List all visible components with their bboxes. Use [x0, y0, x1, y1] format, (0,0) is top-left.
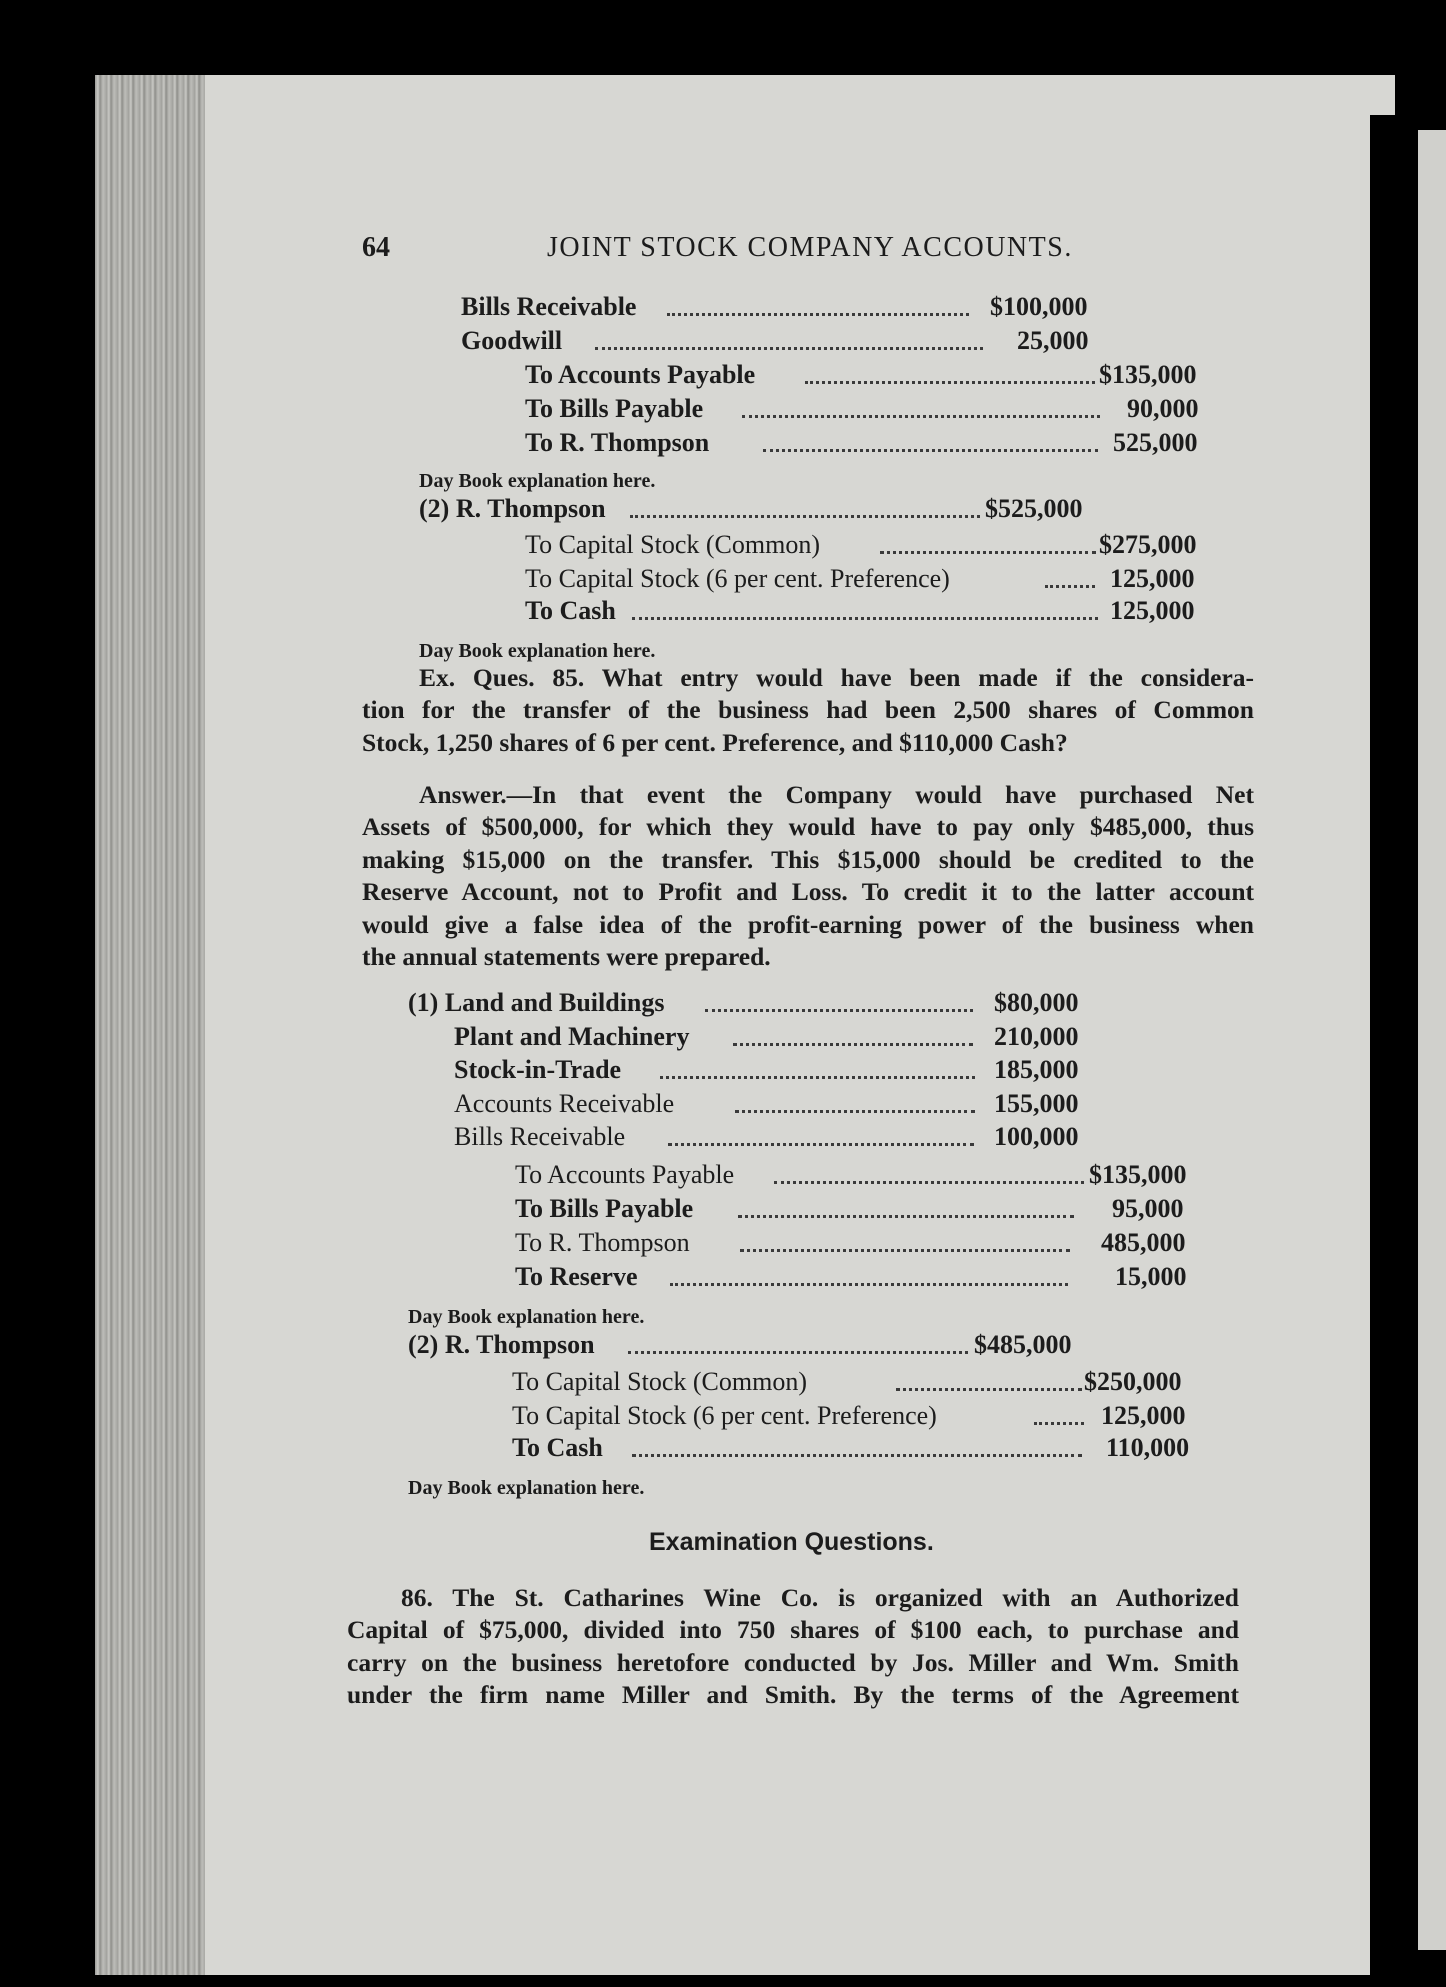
ledger-amount: $80,000	[994, 988, 1079, 1017]
ledger-label: To Accounts Payable	[525, 360, 756, 389]
leader-dots	[628, 1348, 968, 1354]
ledger-label: To Capital Stock (Common)	[512, 1367, 807, 1396]
question-86-line: Capital of $75,000, divided into 750 shares of $100 each, to purchase and	[347, 1615, 1239, 1644]
day-book-note: Day Book explanation here.	[419, 470, 656, 492]
facing-page	[1418, 130, 1446, 1950]
leader-dots	[733, 1040, 973, 1046]
question-86-body	[347, 1614, 1239, 1712]
ledger-label: Stock-in-Trade	[454, 1055, 622, 1084]
ledger-amount: 15,000	[1115, 1262, 1187, 1291]
answer-line: making $15,000 on the transfer. This $15,000 should be credited to the	[362, 844, 1254, 874]
leader-dots	[670, 1280, 1068, 1286]
ledger-label: To Cash	[512, 1433, 603, 1462]
question-85-line: Stock, 1,250 shares of 6 per cent. Preference, and $110,000 Cash?	[362, 728, 1068, 757]
question-85-cont	[362, 694, 1254, 727]
ledger-amount: 155,000	[994, 1089, 1079, 1118]
ledger-label: To Capital Stock (Common)	[525, 530, 820, 559]
day-book-note: Day Book explanation here.	[408, 1306, 645, 1328]
ledger-label: (2) R. Thompson	[419, 494, 606, 523]
question-86-line: 86. The St. Catharines Wine Co. is organized with an Authorized	[401, 1583, 1239, 1612]
ledger-label: To R. Thompson	[525, 428, 710, 457]
day-book-note: Day Book explanation here.	[408, 1477, 645, 1499]
answer-body	[362, 811, 1254, 941]
answer-line: the annual statements were prepared.	[362, 942, 771, 971]
ledger-label: To Bills Payable	[515, 1194, 694, 1223]
ledger-amount: 110,000	[1106, 1433, 1190, 1462]
section-heading: Examination Questions.	[649, 1528, 934, 1556]
leader-dots	[735, 1107, 975, 1113]
ledger-label: (2) R. Thompson	[408, 1330, 595, 1359]
ledger-amount: 185,000	[994, 1055, 1079, 1084]
leader-dots	[742, 412, 1100, 418]
leader-dots	[668, 1140, 974, 1146]
question-86-line: carry on the business heretofore conducted by Jos. Miller and Wm. Smith	[347, 1647, 1239, 1677]
question-86-first	[401, 1582, 1239, 1615]
answer-line: would give a false idea of the profit-earning power of the business when	[362, 909, 1254, 939]
ledger-label: Bills Receivable	[461, 292, 637, 321]
ledger-amount: $485,000	[974, 1330, 1072, 1359]
ledger-label: To Capital Stock (6 per cent. Preference)	[525, 564, 950, 593]
question-85-last	[362, 727, 1254, 760]
leader-dots	[660, 1073, 975, 1079]
question-85-text	[419, 662, 1254, 695]
ledger-amount: $525,000	[985, 494, 1083, 523]
ledger-label: To Capital Stock (6 per cent. Preference)	[512, 1401, 937, 1430]
leader-dots	[880, 548, 1096, 554]
leader-dots	[774, 1178, 1084, 1184]
ledger-amount: 125,000	[1110, 596, 1195, 625]
ledger-amount: 485,000	[1101, 1228, 1186, 1257]
ledger-label: Goodwill	[461, 326, 563, 355]
leader-dots	[805, 378, 1095, 384]
leader-dots	[763, 446, 1098, 452]
ledger-amount: 100,000	[994, 1122, 1079, 1151]
question-86-line: under the firm name Miller and Smith. By the terms of the Agreement	[347, 1680, 1239, 1709]
ledger-amount: 125,000	[1110, 564, 1195, 593]
ledger-label: (1) Land and Buildings	[408, 988, 665, 1017]
question-85-line: Ex. Ques. 85. What entry would have been made if the considera-	[419, 663, 1254, 692]
ledger-label: Plant and Machinery	[454, 1022, 690, 1051]
leader-dots	[740, 1246, 1070, 1252]
leader-dots	[1045, 582, 1095, 588]
ledger-amount: $250,000	[1084, 1367, 1182, 1396]
ledger-amount: 525,000	[1113, 428, 1198, 457]
ledger-amount: 210,000	[994, 1022, 1079, 1051]
ledger-label: To Cash	[525, 596, 616, 625]
ledger-amount: 25,000	[1017, 326, 1089, 355]
ledger-label: To Accounts Payable	[515, 1160, 735, 1189]
ledger-label: Bills Receivable	[454, 1122, 626, 1151]
answer-first	[419, 779, 1254, 812]
ledger-amount: $135,000	[1089, 1160, 1187, 1189]
leader-dots	[632, 614, 1098, 620]
ledger-amount: 90,000	[1127, 394, 1199, 423]
running-head: JOINT STOCK COMPANY ACCOUNTS.	[547, 232, 1073, 263]
ledger-amount: 95,000	[1112, 1194, 1184, 1223]
leader-dots	[632, 1451, 1082, 1457]
question-85-line: tion for the transfer of the business had been 2,500 shares of Common	[362, 695, 1254, 724]
page-gutter	[95, 75, 205, 1975]
leader-dots	[1034, 1419, 1084, 1425]
answer-line: Reserve Account, not to Profit and Loss. To credit it to the latter account	[362, 877, 1254, 906]
page-number: 64	[362, 232, 390, 263]
ledger-label: To Reserve	[515, 1262, 638, 1291]
day-book-note: Day Book explanation here.	[419, 640, 656, 662]
leader-dots	[705, 1006, 973, 1012]
ledger-label: Accounts Receivable	[454, 1089, 675, 1118]
answer-line: Answer.—In that event the Company would have purchased Net	[419, 780, 1254, 809]
ledger-amount: $135,000	[1099, 360, 1197, 389]
ledger-label: To Bills Payable	[525, 394, 704, 423]
leader-dots	[630, 512, 980, 518]
ledger-amount: $100,000	[990, 292, 1088, 321]
leader-dots	[738, 1212, 1074, 1218]
ledger-amount: 125,000	[1101, 1401, 1186, 1430]
ledger-amount: $275,000	[1099, 530, 1197, 559]
leader-dots	[595, 344, 983, 350]
answer-last	[362, 941, 1254, 974]
leader-dots	[896, 1385, 1082, 1391]
answer-line: Assets of $500,000, for which they would have to pay only $485,000, thus	[362, 812, 1254, 841]
ledger-label: To R. Thompson	[515, 1228, 690, 1257]
leader-dots	[667, 310, 969, 316]
